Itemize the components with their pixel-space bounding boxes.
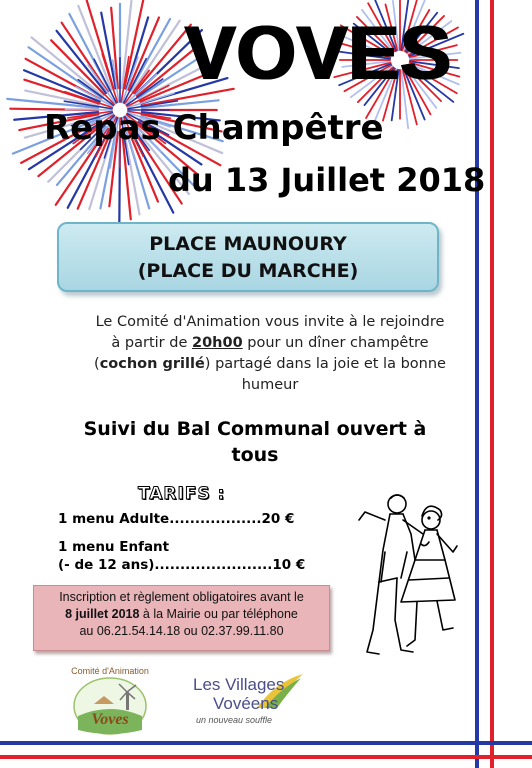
registration-line-2 [34,606,329,623]
bottom-blue-stripe [0,741,532,745]
tarifs-heading: TARIFS : [138,484,226,504]
villages-logo-line-2: Vovéens [213,694,279,713]
dish-name: cochon grillé [99,356,205,372]
villages-logo-line-1: Les Villages [193,675,285,694]
town-title: VOVES [184,11,452,96]
invite-paren: ( [94,356,100,372]
invite-line-3-end: ) partagé dans la joie et la bonne [204,356,446,372]
start-time: 20h00 [191,335,243,351]
location-box [57,222,439,292]
price-adult: 1 menu Adulte..................20 € [58,511,295,527]
event-title: Repas Champêtre [44,108,384,148]
logo-voves-name: Voves [91,711,129,728]
registration-phones: au 06.21.54.14.18 ou 02.37.99.11.80 [79,624,284,638]
bal-line-1: Suivi du Bal Communal ouvert à [83,418,427,440]
location-line-2: (PLACE DU MARCHE) [137,260,359,282]
price-child-line-1: 1 menu Enfant [58,539,170,555]
villages-logo-tagline: un nouveau souffle [196,715,273,725]
bottom-red-stripe [0,755,532,759]
registration-line-1: Inscription et règlement obligatoires avant le [59,590,304,604]
registration-line-2-end: à la Mairie ou par téléphone [139,607,298,621]
bal-line-2: tous [231,444,279,466]
dancing-couple-illustration [345,490,465,670]
invite-line-2-start: à partir de [111,335,192,351]
invite-line-1: Le Comité d'Animation vous invite à le rejoindre [95,314,445,330]
invite-line-2-end: pour un dîner champêtre [242,335,429,351]
invitation-text [40,312,500,396]
invite-line-4: humeur [241,377,299,393]
location-line-1: PLACE MAUNOURY [149,233,347,255]
comite-animation-logo [60,660,160,740]
invite-line-2 [40,333,500,354]
registration-box [33,585,330,651]
bal-announcement [45,416,465,468]
logo-comite-caption: Comité d'Animation [71,666,149,676]
invite-line-3 [40,354,500,375]
price-child-line-2: (- de 12 ans).......................10 € [58,557,306,573]
event-date: du 13 Juillet 2018 [168,161,486,199]
registration-deadline: 8 juillet 2018 [65,607,140,621]
logo-windmill-mast [126,692,129,710]
